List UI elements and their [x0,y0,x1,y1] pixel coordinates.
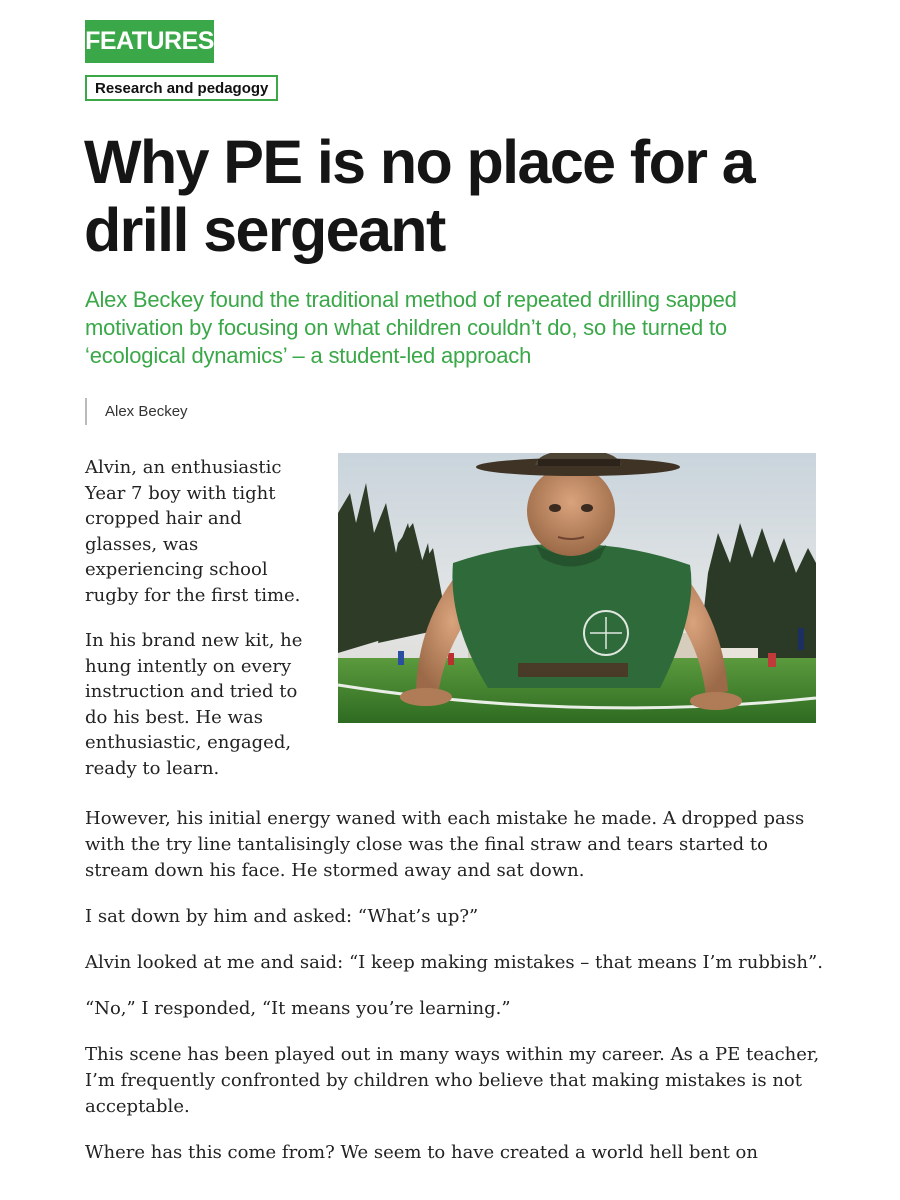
article-paragraph: “No,” I responded, “It means you’re learning.” [85,998,511,1019]
lead-text-column [85,455,310,801]
article-photo [338,453,816,723]
article-paragraph: Where has this come from? We seem to have created a world hell bent on [85,1142,758,1163]
article-paragraph: Alvin looked at me and said: “I keep making mistakes – that means I’m rubbish”. [85,952,823,973]
article-paragraph: I sat down by him and asked: “What’s up?” [85,906,479,927]
section-label: FEATURES [85,20,214,63]
article-paragraph: This scene has been played out in many ways within my career. As a PE teacher, I’m frequently confronted by children who believe that making mistakes is not acceptable. [85,1044,820,1117]
article-headline: Why PE is no place for a drill sergeant [84,128,755,264]
article-paragraph: However, his initial energy waned with each mistake he made. A dropped pass with the try line tantalisingly close was the final straw and tears started to stream down his face. He stormed away and sat down. [85,808,805,881]
author-byline[interactable]: Alex Beckey [85,398,188,425]
article-standfirst: Alex Beckey found the traditional method of repeated drilling sapped motivation by focusing on what children couldn’t do, so he turned to ‘ecological dynamics’ – a student-led approach [85,287,737,368]
article-paragraph: Alvin, an enthusiastic Year 7 boy with tight cropped hair and glasses, was experiencing school rugby for the first time. [85,457,301,606]
article-paragraph: In his brand new kit, he hung intently on every instruction and tried to do his best. He was enthusiastic, engaged, ready to learn. [85,630,303,779]
topic-tag[interactable]: Research and pedagogy [85,75,278,101]
body-text-column [85,806,825,1186]
